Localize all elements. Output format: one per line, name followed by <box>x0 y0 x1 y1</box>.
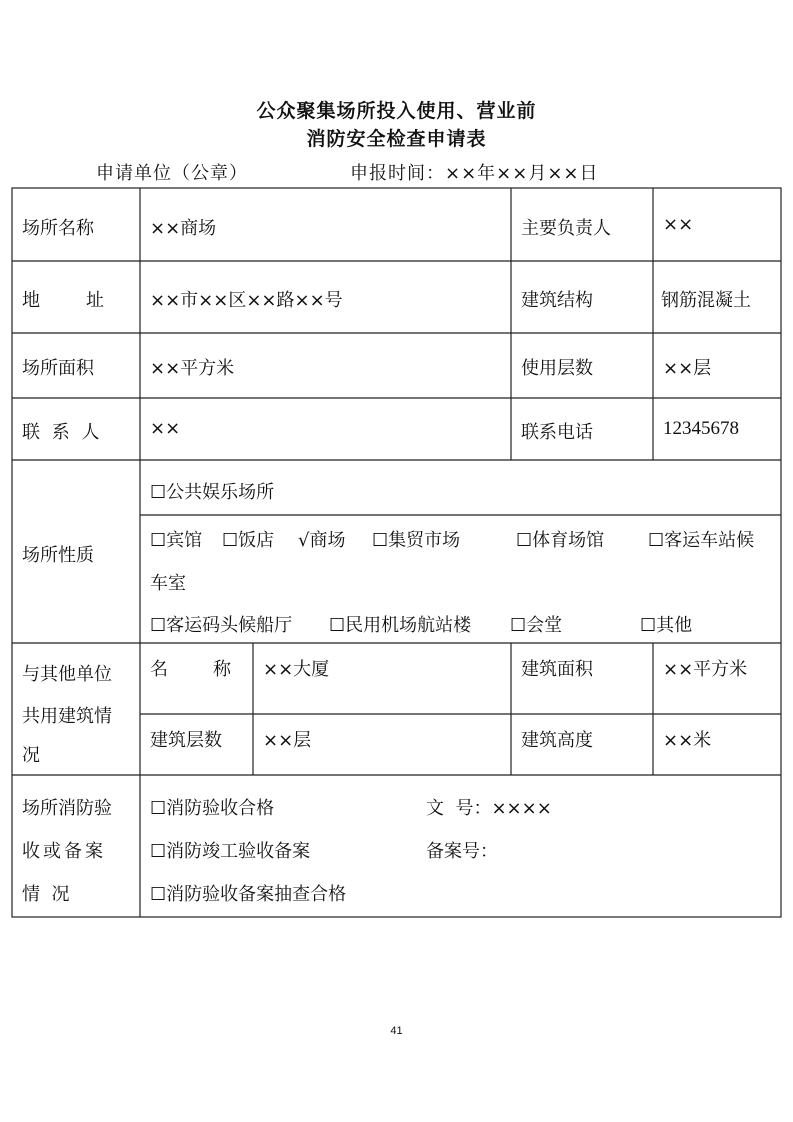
shared-label-line2: 共用建筑情 <box>22 706 112 727</box>
form-title-line1: 公众聚集场所投入使用、营业前 <box>256 100 537 122</box>
shared-label-line1: 与其他单位 <box>22 664 112 685</box>
building-floors-label: 建筑层数 <box>150 730 222 751</box>
shared-name-label-a: 名 <box>150 659 168 680</box>
document-number: 文 号：×××× <box>426 798 552 819</box>
floors-label: 使用层数 <box>521 358 593 379</box>
phone-value: 12345678 <box>663 418 739 439</box>
checkbox-hotel[interactable]: ☐宾馆 <box>150 530 203 551</box>
phone-label: 联系电话 <box>521 422 593 443</box>
shared-label-line3: 况 <box>22 745 40 766</box>
structure-value: 钢筋混凝土 <box>661 290 751 311</box>
address-label-a: 地 <box>22 290 40 311</box>
contact-value: ×× <box>150 418 181 439</box>
acceptance-label-line2: 收或备案 <box>22 841 106 862</box>
building-area-label: 建筑面积 <box>521 659 593 680</box>
acceptance-label-line1: 场所消防验 <box>22 798 112 819</box>
checkbox-bus-station[interactable]: ☐客运车站候 <box>648 530 755 551</box>
address-value: ××市××区××路××号 <box>150 290 343 311</box>
principal-label: 主要负责人 <box>521 218 611 239</box>
checkbox-entertainment[interactable]: ☐公共娱乐场所 <box>150 482 275 503</box>
building-area-value: ××平方米 <box>663 659 748 680</box>
checkbox-hall[interactable]: ☐会堂 <box>510 615 563 636</box>
record-number: 备案号： <box>426 841 498 862</box>
form-title-line2: 消防安全检查申请表 <box>306 128 487 150</box>
address-label-b: 址 <box>86 290 104 311</box>
venue-name-value: ××商场 <box>150 218 217 239</box>
checkbox-airport[interactable]: ☐民用机场航站楼 <box>329 615 472 636</box>
venue-name-label: 场所名称 <box>22 218 94 239</box>
bus-station-continued: 车室 <box>150 573 186 594</box>
building-floors-value: ××层 <box>263 730 312 751</box>
area-value: ××平方米 <box>150 358 235 379</box>
acceptance-label-line3: 情 况 <box>22 884 70 905</box>
checkbox-market[interactable]: ☐集贸市场 <box>372 530 461 551</box>
floors-value: ××层 <box>663 358 712 379</box>
area-label: 场所面积 <box>22 358 94 379</box>
page-number: 41 <box>390 1025 403 1037</box>
checkbox-stadium[interactable]: ☐体育场馆 <box>516 530 605 551</box>
applicant-label: 申请单位（公章） <box>96 163 248 184</box>
checkbox-completion-record[interactable]: ☐消防竣工验收备案 <box>150 841 311 862</box>
checkbox-spot-check-pass[interactable]: ☐消防验收备案抽查合格 <box>150 884 347 905</box>
building-height-label: 建筑高度 <box>521 730 593 751</box>
shared-name-label-b: 称 <box>213 659 231 680</box>
checkbox-pier[interactable]: ☐客运码头候船厅 <box>150 615 293 636</box>
principal-value: ×× <box>663 214 694 235</box>
shared-name-value: ××大厦 <box>263 659 330 680</box>
contact-label: 联 系 人 <box>22 422 103 443</box>
checkbox-restaurant[interactable]: ☐饭店 <box>222 530 275 551</box>
report-time: 申报时间：××年××月××日 <box>350 163 599 184</box>
building-height-value: ××米 <box>663 730 712 751</box>
checkbox-mall[interactable]: √商场 <box>298 530 346 551</box>
checkbox-other[interactable]: ☐其他 <box>640 615 693 636</box>
structure-label: 建筑结构 <box>521 290 593 311</box>
checkbox-fire-acceptance-pass[interactable]: ☐消防验收合格 <box>150 798 275 819</box>
nature-label: 场所性质 <box>22 545 94 566</box>
